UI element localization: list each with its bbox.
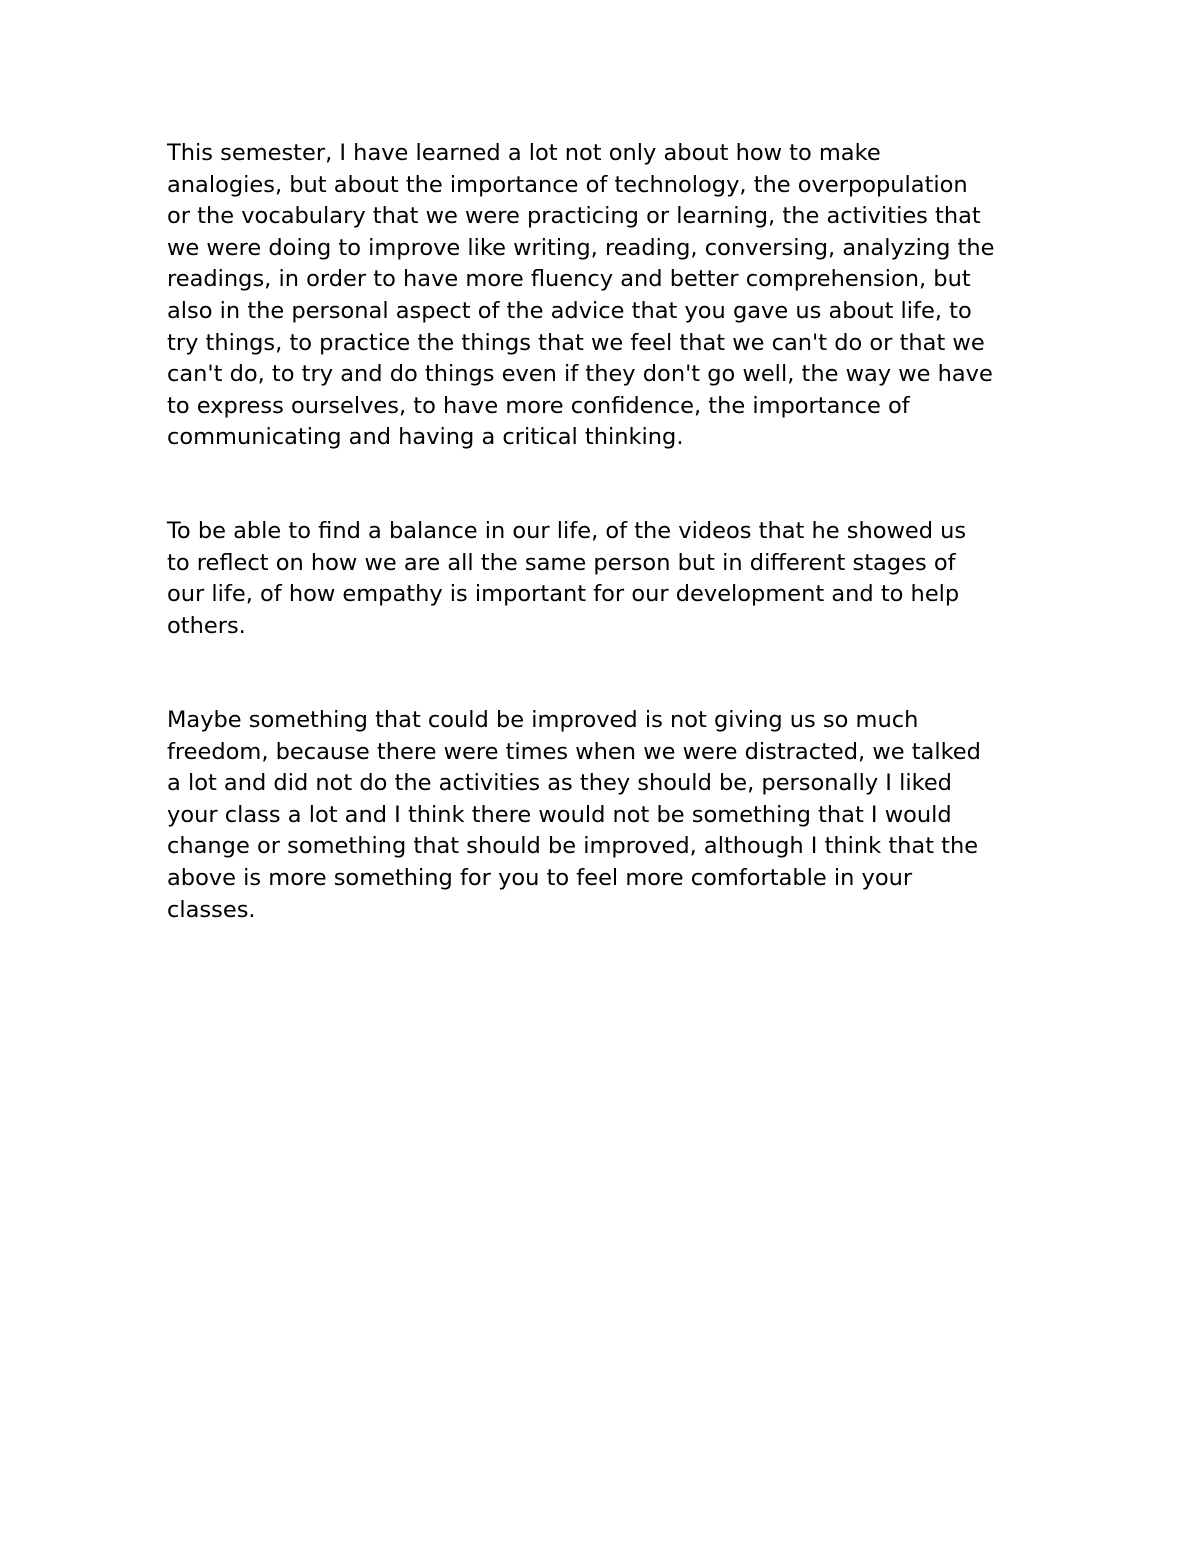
paragraph-line: a lot and did not do the activities as they should be, personally I liked: [167, 770, 952, 797]
paragraph-line: change or something that should be improved, although I think that the: [167, 833, 979, 860]
paragraph-line: analogies, but about the importance of technology, the overpopulation: [167, 171, 968, 198]
paragraph-line: readings, in order to have more fluency and better comprehension, but: [167, 266, 971, 293]
paragraph-3: [167, 705, 1067, 926]
paragraph-line: or the vocabulary that we were practicing or learning, the activities that: [167, 203, 981, 230]
paragraph-line: classes.: [167, 896, 256, 923]
paragraph-line: to express ourselves, to have more confidence, the importance of: [167, 392, 910, 419]
paragraph-line: Maybe something that could be improved is not giving us so much: [167, 707, 919, 733]
paragraph-line: our life, of how empathy is important for our development and to help: [167, 581, 960, 608]
paragraph-2: [167, 516, 1067, 642]
paragraph-line: also in the personal aspect of the advice that you gave us about life, to: [167, 297, 972, 324]
paragraph-line: This semester, I have learned a lot not only about how to make: [167, 140, 881, 166]
paragraph-line: can't do, to try and do things even if they don't go well, the way we have: [167, 361, 993, 388]
paragraph-1: [167, 138, 1067, 454]
paragraph-line: freedom, because there were times when we were distracted, we talked: [167, 738, 981, 765]
paragraph-line: above is more something for you to feel more comfortable in your: [167, 864, 913, 891]
paragraph-line: To be able to find a balance in our life, of the videos that he showed us: [167, 518, 967, 544]
paragraph-line: try things, to practice the things that we feel that we can't do or that we: [167, 329, 985, 356]
paragraph-line: your class a lot and I think there would not be something that I would: [167, 801, 952, 828]
paragraph-line: communicating and having a critical thinking.: [167, 424, 684, 451]
paragraph-line: we were doing to improve like writing, reading, conversing, analyzing the: [167, 234, 995, 261]
paragraph-line: to reflect on how we are all the same person but in different stages of: [167, 549, 956, 576]
paragraph-line: others.: [167, 612, 246, 639]
